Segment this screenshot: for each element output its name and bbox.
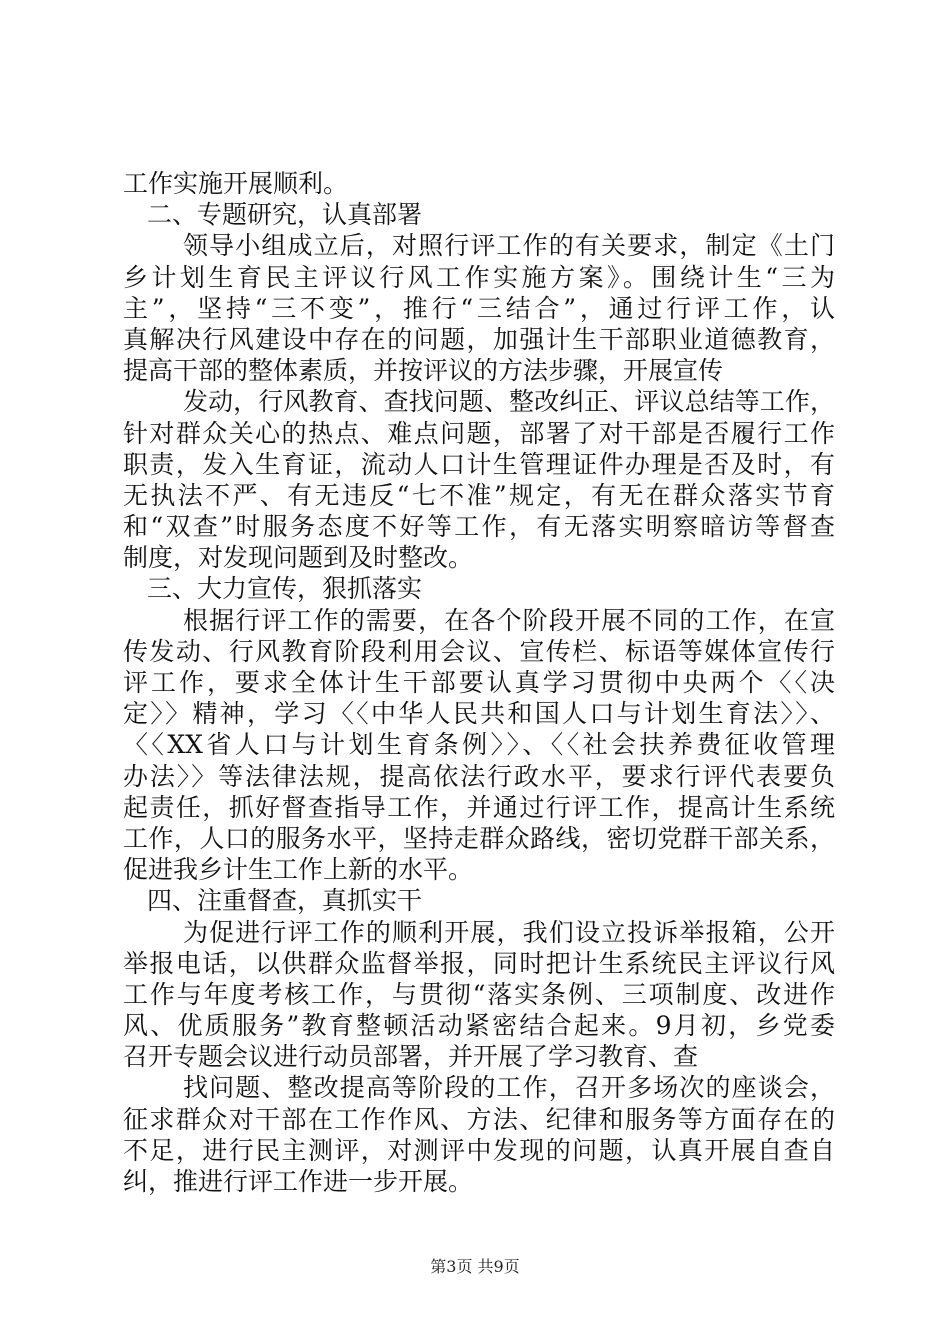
paragraph-line: 促进我乡计生工作上新的水平。 (123, 855, 474, 885)
paragraph-line: 乡计划生育民主评议行风工作实施方案》。围绕计生“三为 (123, 262, 835, 292)
paragraph-line: 制度，对发现问题到及时整改。 (123, 543, 474, 573)
paragraph-line: 不足，进行民主测评，对测评中发现的问题，认真开展自查自 (123, 1135, 835, 1165)
paragraph-line: 工作实施开展顺利。 (123, 169, 349, 198)
paragraph-line: 定〉〉精神，学习〈〈中华人民共和国人口与计划生育法〉〉、 (123, 699, 835, 729)
paragraph-line: 办法〉〉等法律法规，提高依法行政水平，要求行评代表要负 (123, 761, 835, 791)
paragraph-line: 找问题、整改提高等阶段的工作，召开多场次的座谈会， (183, 1073, 835, 1103)
paragraph-line: 风、优质服务”教育整顿活动紧密结合起来。9月初，乡党委 (123, 1011, 835, 1041)
paragraph-line: 和“双查”时服务态度不好等工作，有无落实明察暗访等督查 (123, 512, 835, 542)
paragraph-line: 征求群众对干部在工作作风、方法、纪律和服务等方面存在的 (123, 1104, 835, 1134)
section-heading-4: 四、注重督查，真抓实干 (147, 886, 423, 916)
paragraph-line: 评工作，要求全体计生干部要认真学习贯彻中央两个〈〈决 (123, 668, 835, 697)
paragraph-line: 提高干部的整体素质，并按评议的方法步骤，开展宣传 (123, 356, 724, 386)
paragraph-line: 主”，坚持“三不变”，推行“三结合”，通过行评工作，认 (123, 293, 835, 323)
paragraph-line: 纠，推进行评工作进一步开展。 (123, 1167, 474, 1196)
paragraph-line: 真解决行风建设中存在的问题，加强计生干部职业道德教育， (123, 324, 835, 354)
paragraph-line: 举报电话，以供群众监督举报，同时把计生系统民主评议行风 (123, 948, 835, 978)
paragraph-line: 职责，发入生育证，流动人口计生管理证件办理是否及时，有 (123, 449, 835, 479)
paragraph-line: 针对群众关心的热点、难点问题，部署了对干部是否履行工作 (123, 418, 835, 448)
paragraph-line: 传发动、行风教育阶段利用会议、宣传栏、标语等媒体宣传行 (123, 636, 835, 666)
section-heading-2: 二、专题研究，认真部署 (147, 200, 423, 230)
paragraph-line: 工作，人口的服务水平，坚持走群众路线，密切党群干部关系， (123, 823, 835, 853)
document-body (123, 168, 835, 1197)
paragraph-line: 领导小组成立后，对照行评工作的有关要求，制定《土门 (183, 231, 835, 261)
page-number-footer: 第3页 共9页 (430, 1257, 520, 1276)
section-heading-3: 三、大力宣传，狠抓落实 (147, 574, 423, 604)
paragraph-line: 起责任，抓好督查指导工作，并通过行评工作，提高计生系统 (123, 792, 835, 822)
paragraph-line: 工作与年度考核工作，与贯彻“落实条例、三项制度、改进作 (123, 979, 835, 1009)
paragraph-line: 根据行评工作的需要，在各个阶段开展不同的工作，在宣 (183, 605, 835, 635)
paragraph-line: 为促进行评工作的顺利开展，我们设立投诉举报箱，公开 (183, 917, 835, 947)
paragraph-line: 召开专题会议进行动员部署，并开展了学习教育、查 (123, 1042, 699, 1072)
paragraph-line: 〈〈XX省人口与计划生育条例〉〉、〈〈社会扶养费征收管理 (123, 730, 835, 760)
paragraph-line: 发动，行风教育、查找问题、整改纠正、评议总结等工作， (183, 387, 835, 417)
paragraph-line: 无执法不严、有无违反“七不准”规定，有无在群众落实节育 (123, 480, 835, 510)
